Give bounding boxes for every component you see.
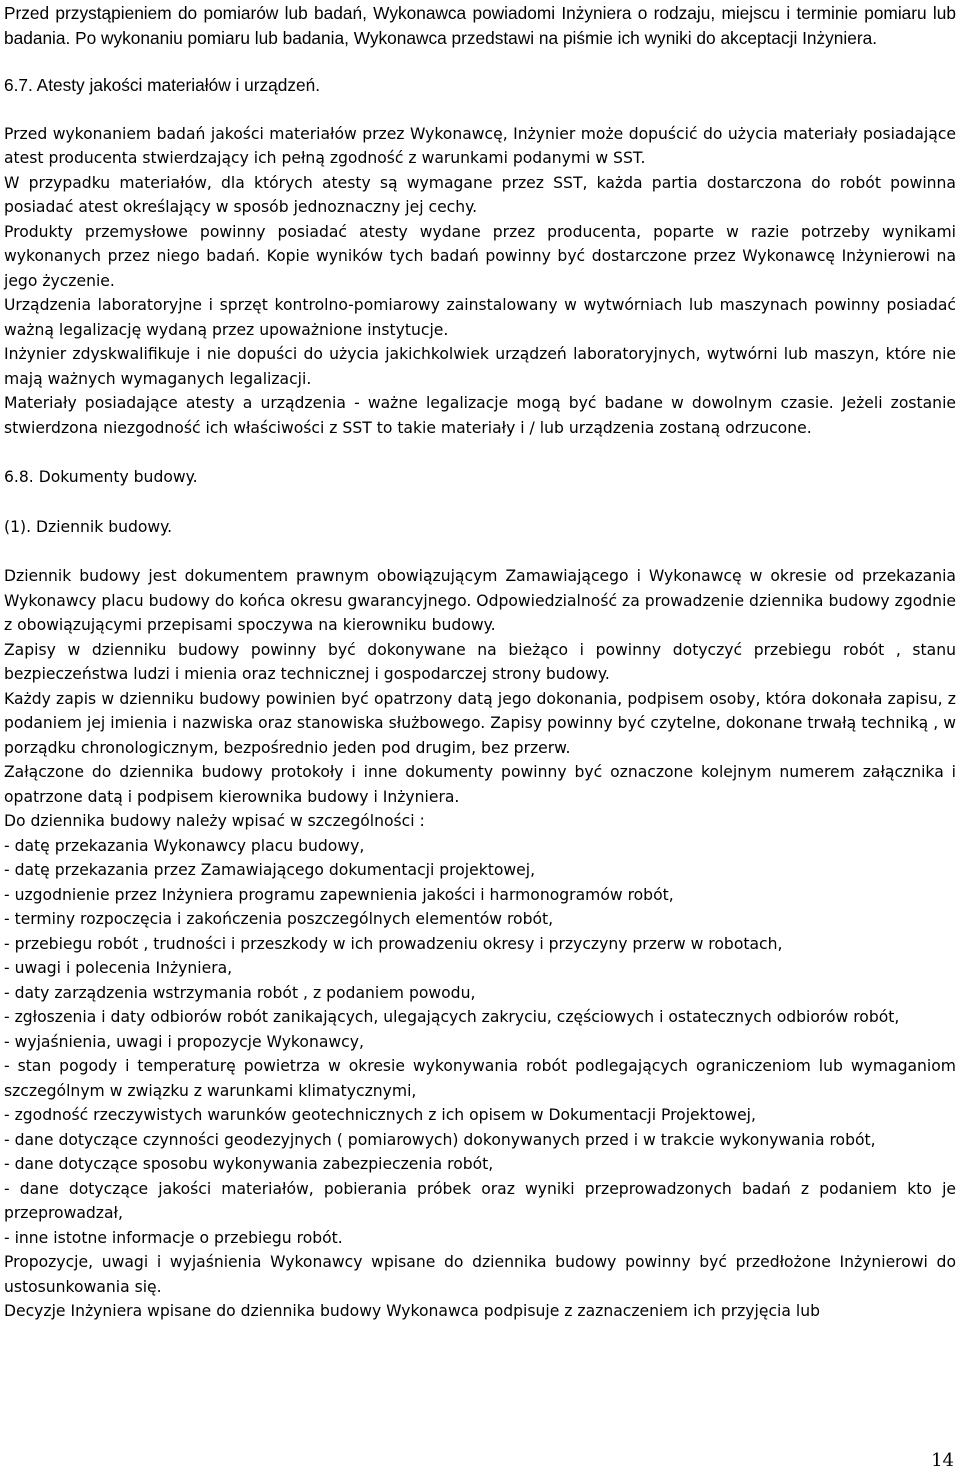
paragraph: W przypadku materiałów, dla których atesty są wymagane przez SST, każda partia dostarczona do robót powinna posiadać atest określający w sposób jednoznaczny jej cechy. [4,173,956,216]
entries-list [4,834,956,1251]
lead-paragraph: Przed przystąpieniem do pomiarów lub badań, Wykonawca powiadomi Inżyniera o rodzaju, miejscu i terminie pomiaru lub badania. Po wykonaniu pomiaru lub badania, Wykonawca przedstawi na piśmie ich wyniki do akceptacji Inżyniera. [4,3,956,48]
list-item: - zgodność rzeczywistych warunków geotechnicznych z ich opisem w Dokumentacji Projektowej, [4,1106,756,1124]
paragraph: Każdy zapis w dzienniku budowy powinien być opatrzony datą jego dokonania, podpisem osoby, która dokonała zapisu, z podaniem jej imienia i nazwiska oraz stanowiska służbowego. Zapisy powinny być czytelne, dokonane trwałą techniką , w porządku chronologicznym, bezpośrednio jeden pod drugim, bez przerw. [4,689,956,757]
list-item: - uwagi i polecenia Inżyniera, [4,959,233,977]
section-heading-dokumenty: 6.8. Dokumenty budowy. [4,468,198,486]
paragraph: Propozycje, uwagi i wyjaśnienia Wykonawcy wpisane do dziennika budowy powinny być przedłożone Inżynierowi do ustosunkowania się. [4,1253,956,1296]
list-item: - uzgodnienie przez Inżyniera programu zapewnienia jakości i harmonogramów robót, [4,885,674,904]
paragraph: Zapisy w dzienniku budowy powinny być dokonywane na bieżąco i powinny dotyczyć przebiegu robót , stanu bezpieczeństwa ludzi i mienia oraz technicznej i gospodarczej strony budowy. [4,640,956,683]
paragraph: Decyzje Inżyniera wpisane do dziennika budowy Wykonawca podpisuje z zaznaczeniem ich przyjęcia lub [4,1302,820,1320]
paragraph: Produkty przemysłowe powinny posiadać atesty wydane przez producenta, poparte w razie potrzeby wynikami wykonanych przez niego badań. Kopie wyników tych badań powinny być dostarczone przez Wykonawcę Inżynierowi na jego życzenie. [4,222,956,290]
paragraph: Załączone do dziennika budowy protokoły i inne dokumenty powinny być oznaczone kolejnym numerem załącznika i opatrzone datą i podpisem kierownika budowy i Inżyniera. [4,763,956,806]
list-item: - stan pogody i temperaturę powietrza w okresie wykonywania robót podlegających ograniczeniom lub wymaganiom szczególnym w związku z warunkami klimatycznymi, [4,1057,956,1100]
paragraph: Urządzenia laboratoryjne i sprzęt kontrolno-pomiarowy zainstalowany w wytwórniach lub maszynach powinny posiadać ważną legalizację wydaną przez upoważnione instytucje. [4,296,956,339]
subsection-dziennik-body [4,564,956,1324]
list-item: - inne istotne informacje o przebiegu robót. [4,1228,343,1247]
list-item: - terminy rozpoczęcia i zakończenia poszczególnych elementów robót, [4,910,554,928]
list-item: - zgłoszenia i daty odbiorów robót zanikających, ulegających zakryciu, częściowych i ostatecznych odbiorów robót, [4,1008,900,1026]
subsection-heading-dziennik: (1). Dziennik budowy. [4,517,173,536]
paragraph: Inżynier zdyskwalifikuje i nie dopuści do użycia jakichkolwiek urządzeń laboratoryjnych, wytwórni lub maszyn, które nie mają ważnych wymaganych legalizacji. [4,345,956,388]
list-item: - dane dotyczące sposobu wykonywania zabezpieczenia robót, [4,1155,494,1173]
list-item: - dane dotyczące czynności geodezyjnych ( pomiarowych) dokonywanych przed i w trakcie wykonywania robót, [4,1130,876,1149]
list-item: - datę przekazania Wykonawcy placu budowy, [4,836,365,855]
list-item: - wyjaśnienia, uwagi i propozycje Wykonawcy, [4,1032,364,1051]
page-number: 14 [931,1450,954,1471]
document-page [4,0,956,1324]
paragraph: Przed wykonaniem badań jakości materiałów przez Wykonawcę, Inżynier może dopuścić do użycia materiały posiadające atest producenta stwierdzający ich pełną zgodność z warunkami podanymi w SST. [4,124,956,167]
list-item: - datę przekazania przez Zamawiającego dokumentacji projektowej, [4,861,536,879]
list-item: - przebiegu robót , trudności i przeszkody w ich prowadzeniu okresy i przyczyny przerw w robotach, [4,934,783,953]
section-heading-atesty: 6.7. Atesty jakości materiałów i urządzeń. [4,75,321,95]
list-item: - daty zarządzenia wstrzymania robót , z podaniem powodu, [4,983,476,1002]
section-atesty-body [4,122,956,441]
list-intro: Do dziennika budowy należy wpisać w szczególności : [4,812,425,830]
paragraph: Dziennik budowy jest dokumentem prawnym obowiązującym Zamawiającego i Wykonawcę w okresie od przekazania Wykonawcy placu budowy do końca okresu gwarancyjnego. Odpowiedzialność za prowadzenie dziennika budowy zgodnie z obowiązującymi przepisami spoczywa na kierowniku budowy. [4,567,956,634]
list-item: - dane dotyczące jakości materiałów, pobierania próbek oraz wyniki przeprowadzonych badań z podaniem kto je przeprowadzał, [4,1179,956,1222]
paragraph: Materiały posiadające atesty a urządzenia - ważne legalizacje mogą być badane w dowolnym czasie. Jeżeli zostanie stwierdzona niezgodność ich właściwości z SST to takie materiały i / lub urządzenia zostaną odrzucone. [4,394,956,437]
